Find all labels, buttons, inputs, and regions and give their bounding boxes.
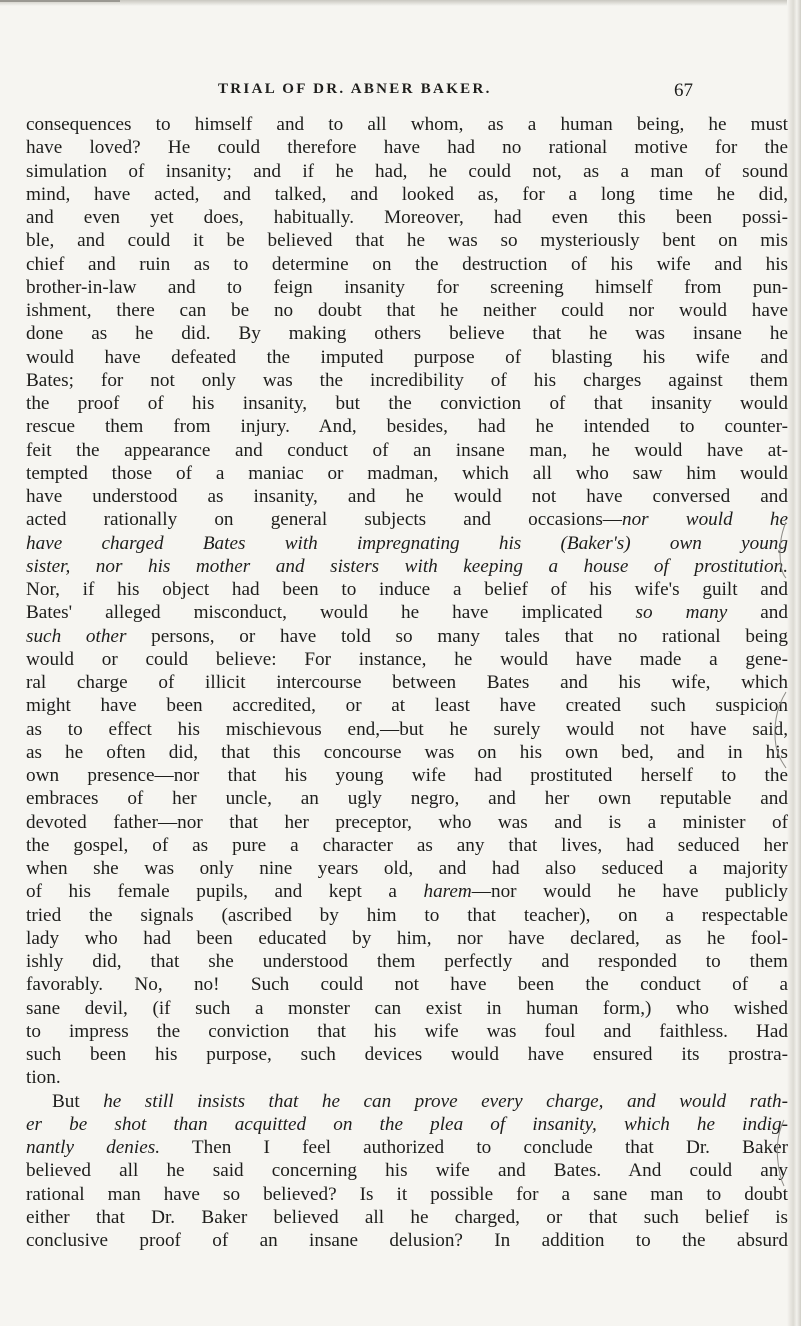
running-title: TRIAL OF DR. ABNER BAKER. bbox=[218, 81, 492, 97]
text-run: persons, or have told so many tales that no rational being bbox=[126, 625, 788, 647]
text-line bbox=[26, 764, 788, 787]
text-run: as to effect his mischievous end,—but he surely would not have said, bbox=[26, 718, 788, 740]
text-run: would or could believe: For instance, he would have made a gene- bbox=[26, 648, 788, 670]
text-line bbox=[26, 718, 788, 741]
text-run: consequences to himself and to all whom, as a human being, he must bbox=[26, 114, 788, 135]
text-run: favorably. No, no! Such could not have been the conduct of a bbox=[26, 974, 788, 996]
text-line bbox=[26, 694, 788, 717]
text-run: sane devil, (if such a monster can exist in human form,) who wished bbox=[26, 997, 788, 1019]
page-number: 67 bbox=[674, 80, 693, 101]
text-line bbox=[26, 625, 788, 648]
text-run: ral charge of illicit intercourse between Bates and his wife, which bbox=[26, 672, 788, 693]
text-line bbox=[26, 508, 788, 531]
text-run: devoted father—nor that her preceptor, who was and is a minister of bbox=[26, 811, 788, 833]
text-run: such been his purpose, such devices would have ensured its prostra- bbox=[26, 1044, 788, 1065]
text-line bbox=[26, 787, 788, 810]
text-run: done as he did. By making others believe that he was insane he bbox=[26, 323, 788, 345]
text-line bbox=[26, 648, 788, 671]
text-run: have understood as insanity, and he would not have conversed and bbox=[26, 486, 788, 507]
italic-run: er be shot than acquitted on the plea of insanity, which he indig- bbox=[26, 1113, 788, 1135]
text-line bbox=[26, 950, 788, 973]
text-line bbox=[26, 973, 788, 996]
text-line bbox=[26, 811, 788, 834]
text-run: ishment, there can be no doubt that he neither could nor would have bbox=[26, 300, 788, 321]
text-line bbox=[26, 1090, 788, 1113]
text-run: to impress the conviction that his wife was foul and faithless. Had bbox=[26, 1020, 788, 1042]
text-run: rescue them from injury. And, besides, had he intended to counter- bbox=[26, 416, 788, 438]
text-run: either that Dr. Baker believed all he charged, or that such belief is bbox=[26, 1206, 788, 1228]
italic-run: sister, nor his mother and sisters with keeping a house of prostitution. bbox=[26, 555, 788, 577]
text-line bbox=[26, 322, 788, 345]
text-line bbox=[26, 532, 788, 555]
text-line bbox=[26, 439, 788, 462]
text-run: tried the signals (ascribed by him to that teacher), on a respectable bbox=[26, 904, 788, 926]
text-run: tion. bbox=[26, 1067, 61, 1089]
text-run: But bbox=[52, 1090, 104, 1112]
text-run: when she was only nine years old, and had also seduced a majority bbox=[26, 858, 788, 879]
margin-pencil-mark-lower bbox=[770, 1118, 790, 1188]
text-run: Bates; for not only was the incredibility of his charges against them bbox=[26, 369, 788, 391]
text-line bbox=[26, 136, 788, 159]
text-run: ishly did, that she understood them perfectly and responded to them bbox=[26, 951, 788, 972]
text-run: lady who had been educated by him, nor have declared, as he fool- bbox=[26, 927, 788, 949]
text-run: Nor, if his object had been to induce a belief of his wife's guilt and bbox=[26, 579, 788, 600]
margin-pencil-mark-top bbox=[772, 520, 790, 580]
margin-pencil-mark-upper bbox=[770, 690, 790, 770]
text-line bbox=[26, 741, 788, 764]
text-line bbox=[26, 904, 788, 927]
italic-run: have charged Bates with impregnating his (Baker's) own young bbox=[26, 532, 788, 554]
text-run: conclusive proof of an insane delusion? In addition to the absurd bbox=[26, 1230, 788, 1251]
text-line bbox=[26, 253, 788, 276]
text-run: rational man have so believed? Is it possible for a sane man to doubt bbox=[26, 1183, 788, 1205]
italic-run: so many bbox=[635, 602, 728, 624]
text-run: and bbox=[727, 602, 788, 624]
text-line bbox=[26, 1066, 788, 1089]
text-line bbox=[26, 601, 788, 624]
text-line bbox=[26, 1113, 788, 1136]
text-run: might have been accredited, or at least have created such suspicion bbox=[26, 695, 788, 717]
text-line bbox=[26, 927, 788, 950]
text-line bbox=[26, 392, 788, 415]
text-run: chief and ruin as to determine on the destruction of his wife and his bbox=[26, 253, 788, 275]
text-run: —nor would he have publicly bbox=[471, 881, 788, 903]
page-top-rule bbox=[0, 0, 120, 2]
text-run: embraces of her uncle, an ugly negro, and her own reputable and bbox=[26, 788, 788, 810]
text-run: have loved? He could therefore have had no rational motive for the bbox=[26, 137, 788, 159]
text-run: as he often did, that this concourse was on his own bed, and in his bbox=[26, 741, 788, 763]
text-run: and even yet does, habitually. Moreover, had even this been possi- bbox=[26, 207, 788, 228]
text-run: Then I feel authorized to conclude that Dr. Baker bbox=[160, 1137, 788, 1158]
text-line bbox=[26, 369, 788, 392]
body-text bbox=[26, 113, 788, 1252]
text-run: acted rationally on general subjects and occasions— bbox=[26, 509, 622, 531]
text-run: the proof of his insanity, but the conviction of that insanity would bbox=[26, 393, 788, 414]
text-run: ble, and could it be believed that he was so mysteriously bent on mis bbox=[26, 230, 788, 252]
text-line bbox=[26, 346, 788, 369]
text-line bbox=[26, 1183, 788, 1206]
running-head bbox=[218, 81, 693, 103]
text-line bbox=[26, 299, 788, 322]
text-line bbox=[26, 834, 788, 857]
text-line bbox=[26, 857, 788, 880]
text-line bbox=[26, 160, 788, 183]
text-line bbox=[26, 1229, 788, 1252]
text-line bbox=[26, 462, 788, 485]
italic-run: nantly denies. bbox=[26, 1137, 161, 1158]
italic-run: such other bbox=[26, 625, 127, 647]
text-run: simulation of insanity; and if he had, he could not, as a man of sound bbox=[26, 160, 788, 182]
text-run: would have defeated the imputed purpose of blasting his wife and bbox=[26, 346, 788, 368]
text-line bbox=[26, 183, 788, 206]
text-run: believed all he said concerning his wife and Bates. And could any bbox=[26, 1160, 788, 1182]
text-line bbox=[26, 229, 788, 252]
text-run: brother-in-law and to feign insanity for screening himself from pun- bbox=[26, 276, 788, 298]
text-line bbox=[26, 1206, 788, 1229]
italic-run: nor would he bbox=[621, 509, 788, 531]
text-line bbox=[26, 880, 788, 903]
text-line bbox=[26, 276, 788, 299]
text-line bbox=[26, 206, 788, 229]
text-line bbox=[26, 578, 788, 601]
text-run: of his female pupils, and kept a bbox=[26, 881, 424, 903]
text-line bbox=[26, 1043, 788, 1066]
text-line bbox=[26, 415, 788, 438]
text-run: tempted those of a maniac or madman, which all who saw him would bbox=[26, 462, 788, 484]
text-line bbox=[26, 113, 788, 136]
text-run: the gospel, of as pure a character as any that lives, had seduced her bbox=[26, 834, 788, 856]
text-line bbox=[26, 485, 788, 508]
italic-run: he still insists that he can prove every charge, and would rath- bbox=[103, 1090, 788, 1112]
text-run: feit the appearance and conduct of an insane man, he would have at- bbox=[26, 439, 788, 461]
text-line bbox=[26, 555, 788, 578]
text-run: own presence—nor that his young wife had prostituted herself to the bbox=[26, 765, 788, 786]
text-line bbox=[26, 671, 788, 694]
text-run: Bates' alleged misconduct, would he have implicated bbox=[26, 602, 636, 624]
text-line bbox=[26, 1020, 788, 1043]
text-line bbox=[26, 1159, 788, 1182]
text-line bbox=[26, 997, 788, 1020]
italic-run: harem bbox=[423, 881, 472, 903]
page-top-edge bbox=[0, 0, 801, 6]
text-run: mind, have acted, and talked, and looked as, for a long time he did, bbox=[26, 183, 788, 205]
text-line bbox=[26, 1136, 788, 1159]
